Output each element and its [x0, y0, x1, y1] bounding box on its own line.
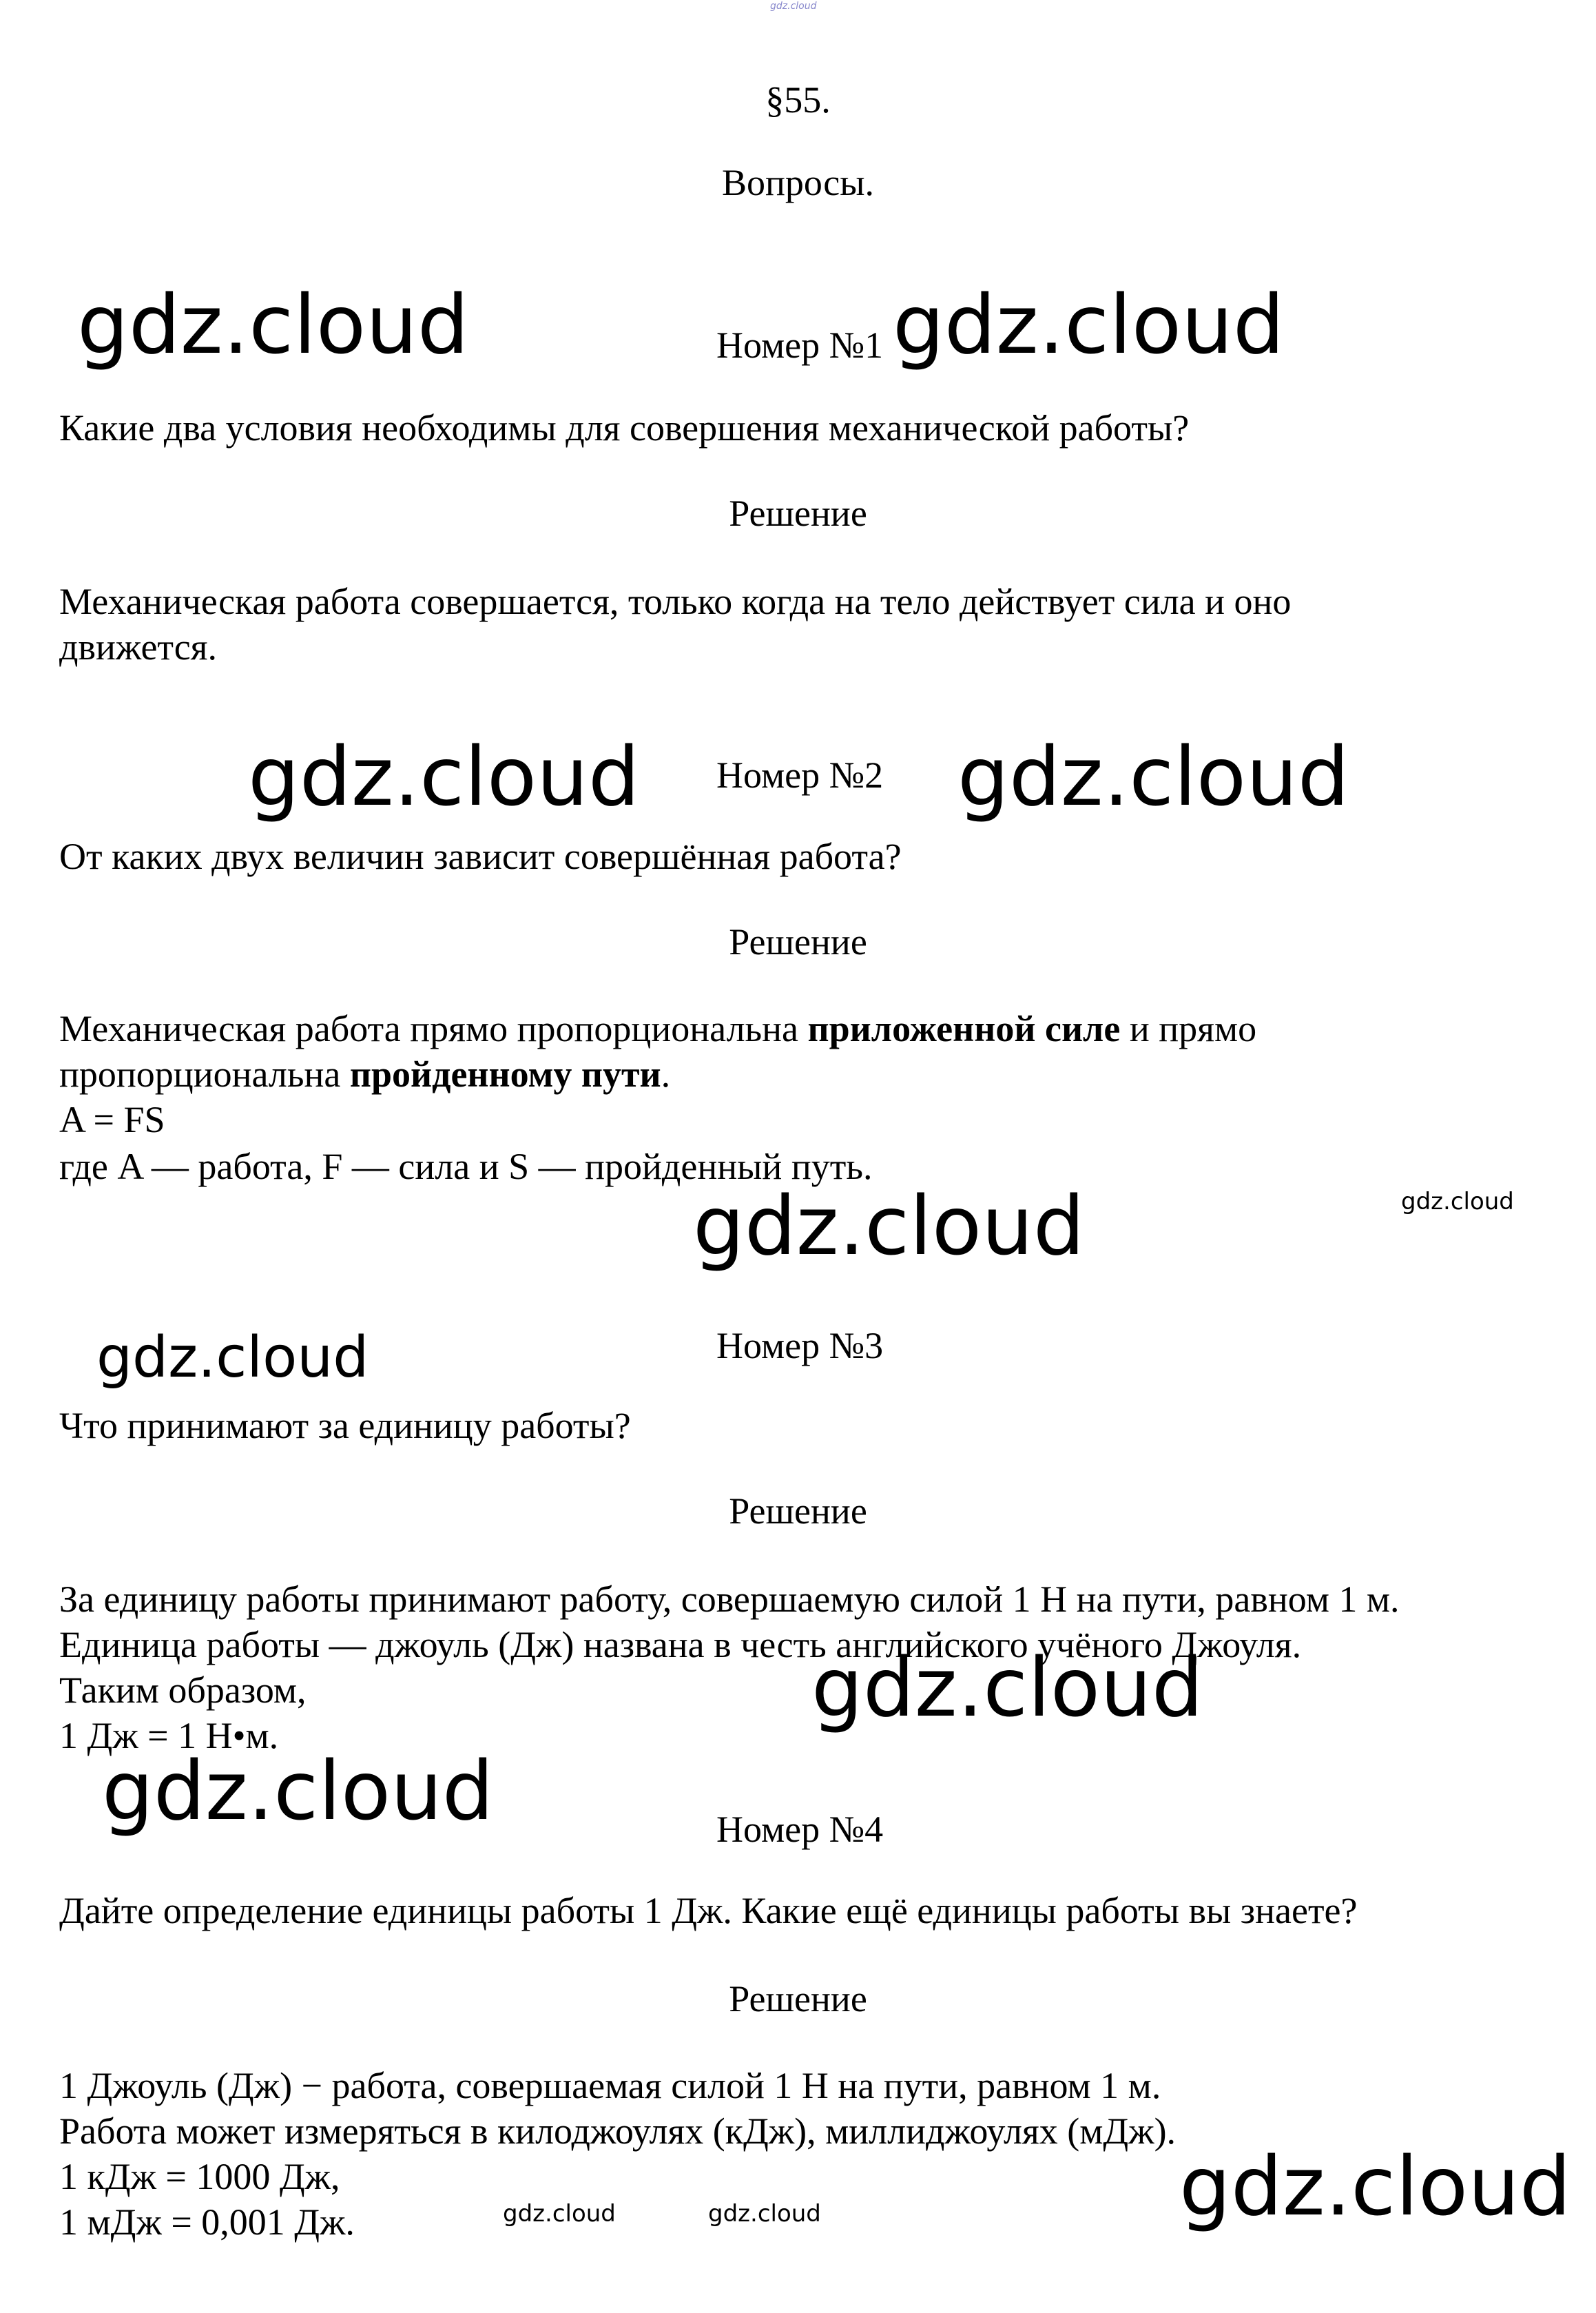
watermark: gdz.cloud	[957, 729, 1349, 824]
question-number: Номер №2	[716, 754, 884, 796]
section-heading: §55.	[765, 79, 831, 121]
answer-line: Таким образом,	[59, 1669, 307, 1711]
watermark: gdz.cloud	[248, 729, 640, 824]
watermark: gdz.cloud	[811, 1640, 1203, 1735]
answer-line: За единицу работы принимают работу, совершаемую силой 1 Н на пути, равном 1 м.	[59, 1579, 1400, 1620]
watermark: gdz.cloud	[1401, 1188, 1514, 1215]
answer-line: движется.	[59, 626, 217, 668]
solution-label: Решение	[729, 1978, 867, 2019]
formula-legend: где A — работа, F — сила и S — пройденный путь.	[59, 1146, 873, 1187]
top-watermark: gdz.cloud	[770, 1, 817, 12]
question-text: Дайте определение единицы работы 1 Дж. Какие ещё единицы работы вы знаете?	[59, 1890, 1358, 1931]
answer-line: Единица работы — джоуль (Дж) названа в честь английского учёного Джоуля.	[59, 1624, 1302, 1665]
watermark: gdz.cloud	[77, 277, 469, 372]
answer-line: Механическая работа прямо пропорциональна приложенной силе и прямо	[59, 1008, 1257, 1049]
watermark: gdz.cloud	[503, 2200, 616, 2228]
answer-line: 1 мДж = 0,001 Дж.	[59, 2201, 355, 2243]
answer-line: пропорциональна пройденному пути.	[59, 1053, 671, 1095]
watermark: gdz.cloud	[893, 277, 1285, 372]
page-subtitle: Вопросы.	[721, 162, 874, 203]
question-text: От каких двух величин зависит совершённая работа?	[59, 836, 902, 877]
solution-label: Решение	[729, 921, 867, 963]
answer-line: 1 Джоуль (Дж) − работа, совершаемая силой 1 Н на пути, равном 1 м.	[59, 2065, 1161, 2106]
watermark: gdz.cloud	[102, 1743, 494, 1838]
answer-line: 1 Дж = 1 Н•м.	[59, 1715, 279, 1756]
solution-label: Решение	[729, 493, 867, 534]
question-text: Что принимают за единицу работы?	[59, 1405, 631, 1446]
formula: A = FS	[59, 1099, 165, 1140]
answer-line: Работа может измеряться в килоджоулях (кДж), миллиджоулях (мДж).	[59, 2110, 1177, 2152]
question-number: Номер №3	[716, 1325, 884, 1366]
answer-line: Механическая работа совершается, только когда на тело действует сила и оно	[59, 581, 1292, 622]
question-number: Номер №4	[716, 1809, 884, 1850]
watermark: gdz.cloud	[96, 1325, 369, 1390]
bold-term: приложенной силе	[807, 1008, 1121, 1049]
watermark: gdz.cloud	[1179, 2139, 1571, 2234]
solution-label: Решение	[729, 1490, 867, 1532]
question-text: Какие два условия необходимы для совершения механической работы?	[59, 407, 1190, 449]
watermark: gdz.cloud	[708, 2200, 821, 2228]
question-number: Номер №1	[716, 325, 884, 366]
watermark: gdz.cloud	[693, 1178, 1085, 1273]
answer-line: 1 кДж = 1000 Дж,	[59, 2156, 340, 2197]
bold-term: пройденному пути	[349, 1053, 661, 1095]
